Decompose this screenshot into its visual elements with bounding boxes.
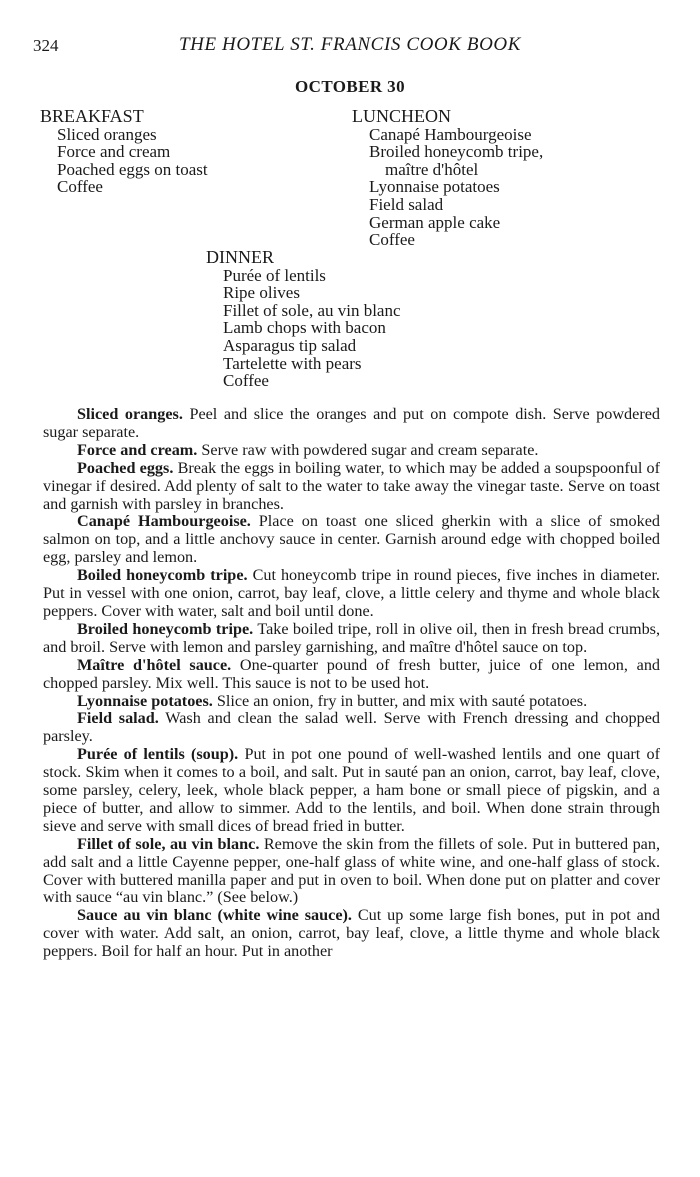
menu-item: Purée of lentils	[223, 265, 326, 285]
menu-date: OCTOBER 30	[295, 77, 405, 96]
menu-item: Field salad	[369, 194, 444, 214]
recipe-body: Take boiled tripe, roll in olive oil, then in fresh bread crumbs, and broil. Serve with lemon and parsley garnishing, and maître d'hôtel sauce on top.	[43, 619, 661, 656]
menu-item: Sliced oranges	[57, 124, 157, 144]
recipe-paragraph	[43, 460, 660, 514]
menu-item: Force and cream	[57, 142, 171, 162]
breakfast-menu	[40, 108, 208, 196]
luncheon-heading: LUNCHEON	[352, 106, 451, 126]
recipe-paragraph	[43, 693, 660, 711]
page-number: 324	[33, 36, 59, 55]
recipe-title: Boiled honeycomb tripe.	[77, 566, 248, 585]
recipe-title: Broiled honeycomb tripe.	[77, 619, 254, 638]
menu-item: Poached eggs on toast	[57, 159, 208, 179]
recipe-body: Cut up some large fish bones, put in pot and cover with water. Add salt, an onion, carrot, bay leaf, clove, a little thyme and whole black peppers. Boil for half an hour. Put in another	[43, 906, 661, 961]
menu-item: Asparagus tip salad	[223, 335, 357, 355]
recipe-body: One-quarter pound of fresh butter, juice of one lemon, and chopped parsley. Mix well. This sauce is not to be used hot.	[43, 655, 661, 692]
menu-item: Coffee	[57, 177, 103, 197]
menu-item: Coffee	[369, 230, 415, 250]
recipe-paragraph	[43, 442, 660, 460]
recipe-paragraph	[43, 621, 660, 657]
menu-item: Tartelette with pears	[223, 353, 362, 373]
recipe-paragraph	[43, 836, 660, 908]
recipe-title: Field salad.	[77, 709, 159, 728]
recipe-paragraph	[43, 657, 660, 693]
menu-item: Broiled honeycomb tripe,	[369, 142, 544, 162]
recipe-body: Cut honeycomb tripe in round pieces, five inches in diameter. Put in vessel with one onion, carrot, bay leaf, clove, a little celery and thyme and whole black peppers. Cover with water, salt and boil until done.	[43, 566, 660, 620]
recipe-paragraph	[43, 746, 660, 836]
dinner-heading: DINNER	[206, 247, 274, 267]
recipe-title: Poached eggs.	[77, 458, 174, 477]
recipe-paragraph	[43, 710, 660, 746]
recipe-body: Slice an onion, fry in butter, and mix with sauté potatoes.	[216, 691, 588, 710]
recipe-paragraph	[43, 513, 660, 567]
menu-item: Lyonnaise potatoes	[369, 177, 500, 197]
recipe-title: Fillet of sole, au vin blanc.	[77, 834, 260, 853]
recipe-body: Wash and clean the salad well. Serve with French dressing and chopped parsley.	[43, 709, 660, 746]
recipe-paragraph	[43, 406, 660, 442]
recipe-body: Put in pot one pound of well-washed lentils and one quart of stock. Skim when it comes to a boil, and salt. Put in sauté pan an onion, carrot, bay leaf, clove, some parsley, celery, leek, whole black pepper, a ham bone or small piece of pigskin, and a piece of butter, and allow to simmer. Add to the lentils, and boil. When done strain through sieve and serve with small dices of bread fried in butter.	[43, 745, 661, 835]
recipe-title: Sliced oranges.	[77, 405, 183, 423]
running-title: THE HOTEL ST. FRANCIS COOK BOOK	[179, 34, 521, 55]
breakfast-heading: BREAKFAST	[40, 106, 144, 126]
recipe-title: Canapé Hambourgeoise.	[77, 512, 251, 531]
menu-item: German apple cake	[369, 212, 501, 232]
luncheon-menu	[352, 108, 543, 249]
recipe-body: Break the eggs in boiling water, to which may be added a soupspoonful of vinegar if desired. Add plenty of salt to the water to take away the vinegar taste. Serve on toast and garnish with parsley in branches.	[43, 458, 661, 513]
recipe-title: Maître d'hôtel sauce.	[77, 655, 232, 674]
dinner-menu	[206, 249, 401, 390]
recipe-title: Force and cream.	[77, 440, 198, 459]
recipe-paragraph	[43, 567, 660, 621]
menu-item: Canapé Hambourgeoise	[369, 124, 532, 144]
menu-item: Ripe olives	[223, 283, 300, 303]
recipe-body: Peel and slice the oranges and put on compote dish. Serve powdered sugar separate.	[43, 405, 660, 441]
menu-item: Coffee	[223, 371, 269, 391]
recipe-body: Remove the skin from the fillets of sole. Put in buttered pan, add salt and a little Cayenne pepper, one-half glass of white wine, and one-half glass of stock. Cover with buttered manilla paper and put in oven to boil. When done put on platter and cover with sauce “au vin blanc.” (See below.)	[43, 834, 660, 907]
menu-item-continuation: maître d'hôtel	[385, 159, 479, 179]
recipe-body: Place on toast one sliced gherkin with a slice of smoked salmon on top, and a little anchovy sauce in center. Garnish around edge with chopped boiled egg, parsley and lemon.	[43, 512, 660, 567]
recipe-text	[43, 406, 660, 961]
recipe-body: Serve raw with powdered sugar and cream separate.	[201, 440, 539, 459]
recipe-title: Lyonnaise potatoes.	[77, 691, 213, 710]
recipe-title: Purée of lentils (soup).	[77, 745, 239, 764]
recipe-paragraph	[43, 907, 660, 961]
menu-item: Lamb chops with bacon	[223, 318, 386, 338]
recipe-title: Sauce au vin blanc (white wine sauce).	[77, 906, 352, 925]
menu-item: Fillet of sole, au vin blanc	[223, 300, 401, 320]
